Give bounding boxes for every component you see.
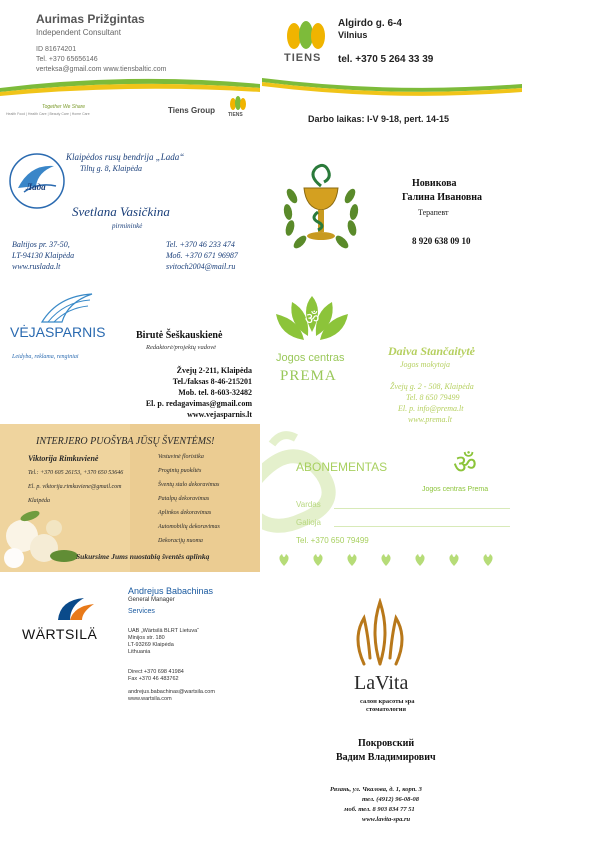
tagline: Leidyba, reklama, renginiai — [12, 354, 79, 360]
given-names: Галина Ивановна — [402, 192, 483, 203]
city: Vilnius — [338, 30, 368, 40]
website: www.ruslada.lt — [12, 262, 61, 271]
surname: Покровский — [358, 738, 415, 749]
business-card-tiens-office — [262, 0, 522, 140]
contact-line: моб. тел. 8 903 834 77 51 — [344, 806, 415, 813]
tiens-leaf-icon — [228, 96, 248, 112]
phone: tel. +370 5 264 33 39 — [338, 54, 434, 65]
heading: INTERJERO PUOŠYBA JŪSŲ ŠVENTĖMS! — [36, 436, 215, 447]
subtitle-dental: стоматология — [366, 706, 406, 713]
lotus-row-icon — [272, 552, 512, 568]
address-line: Minijos str. 180 — [128, 635, 165, 641]
person-name: Svetlana Vasičkina — [72, 204, 170, 219]
website: www.wartsila.com — [128, 696, 172, 702]
green-yellow-swoosh — [262, 70, 522, 100]
service-item: Šventų stalo dekoravimas — [158, 482, 220, 488]
tiens-leaf-logo-icon — [284, 20, 328, 52]
slogan: Together We Share — [42, 104, 86, 110]
email: svitoch2004@mail.ru — [166, 262, 236, 271]
person-name: Birutė Šeškauskienė — [136, 330, 223, 341]
business-card-novikova — [262, 142, 522, 282]
om-icon — [446, 448, 484, 478]
postal-address: LT-94130 Klaipėda — [12, 251, 75, 260]
brand-logo-text: TIENS — [284, 52, 322, 64]
email: andrejus.babachinas@wartsila.com — [128, 689, 215, 695]
center-name: Jogos centras — [276, 352, 345, 364]
business-card-abonementas — [262, 424, 522, 572]
brand-name: WÄRTSILÄ — [22, 626, 98, 642]
contact-line: Tel./faksas 8-46-215201 — [172, 377, 252, 386]
product-tags: Health Food | Health Care | Beauty Care | Home Care — [6, 112, 90, 116]
business-card-prema — [262, 284, 522, 424]
center-brand: PREMA — [280, 368, 337, 384]
contact-line: www.prema.lt — [408, 415, 453, 424]
name-line — [334, 508, 510, 509]
address-line: LT-93269 Klaipėda — [128, 642, 174, 648]
service-item: Dekoracijų nuoma — [158, 538, 203, 544]
service-item: Patalpų dekoravimas — [158, 496, 210, 502]
card-email-web: verteksa@gmail.com www.tiensbaltic.com — [36, 66, 167, 73]
wartsila-swoosh-logo-icon — [54, 594, 98, 624]
contact-line: Mob. tel. 8-603-32482 — [178, 388, 252, 397]
department: Services — [128, 608, 155, 615]
group-name: Tiens Group — [168, 106, 215, 115]
email: El. p. viktorija.rimkuviene@gmail.com — [28, 484, 122, 490]
person-role: Jogos mokytoja — [400, 360, 450, 369]
card-phone: Tel. +370 65656146 — [36, 56, 98, 63]
phone: Tel. +370 650 79499 — [296, 536, 369, 545]
brand-name: Jogos centras Prema — [422, 486, 489, 493]
business-card-lada — [0, 142, 260, 282]
card-id: ID 81674201 — [36, 46, 77, 53]
flame-logo-icon — [350, 598, 410, 668]
business-card-interior-decoration — [0, 424, 260, 572]
brand-small: TIENS — [228, 112, 243, 118]
contact-line: Рязань, ул. Чкалова, д. 1, корп. 3 — [330, 786, 422, 793]
contact-line: Žvejų g. 2 - 508, Klaipėda — [390, 382, 474, 391]
address-line: Lithuania — [128, 649, 151, 655]
wing-logo-icon — [38, 292, 94, 326]
given-names: Вадим Владимирович — [336, 752, 436, 763]
person-role: General Manager — [128, 597, 175, 603]
business-card-tiens-consultant — [0, 0, 260, 140]
card-name: Aurimas Prižgintas — [36, 12, 145, 26]
address-line: UAB „Wärtsilä BLRT Lietuva“ — [128, 628, 200, 634]
organization-address: Tiltų g. 8, Klaipėda — [80, 164, 143, 173]
city: Klaipėda — [28, 498, 50, 504]
contact-line: тел. (4912) 96-08-08 — [362, 796, 420, 803]
direct-phone: Direct +370 698 41984 — [128, 669, 184, 675]
field-label-name: Vardas — [296, 500, 321, 509]
contact-line: El. p. info@prema.lt — [398, 404, 464, 413]
business-card-lavita — [262, 578, 522, 842]
person-role: pirmininkė — [112, 222, 143, 230]
service-item: Vestuvinė floristika — [158, 454, 204, 460]
person-name: Andrejus Babachinas — [128, 586, 214, 596]
role: Терапевт — [418, 208, 449, 217]
mobile: Моб. +370 671 96987 — [166, 251, 238, 260]
green-yellow-swoosh — [0, 70, 260, 100]
card-title: ABONEMENTAS — [296, 460, 388, 474]
business-card-wartsila — [0, 578, 260, 718]
contact-line: El. p. redagavimas@gmail.com — [145, 399, 252, 408]
business-card-vejasparnis — [0, 284, 260, 424]
field-label-valid: Galioja — [296, 518, 321, 527]
medical-bowl-snake-icon — [280, 156, 362, 256]
service-item: Proginių puokštės — [158, 468, 202, 474]
person-name: Daiva Stančaitytė — [388, 344, 475, 358]
contact-line: www.vejasparnis.lt — [187, 410, 252, 419]
telephone: Tel. +370 46 233 474 — [166, 240, 235, 249]
fax: Fax +370 46 483762 — [128, 676, 179, 682]
subtitle-spa: салон красоты spa — [360, 698, 415, 705]
person-role: Redaktorė/projektų vadovė — [146, 344, 216, 351]
contact-line: www.lavita-spa.ru — [362, 816, 411, 823]
lada-bird-logo-icon — [8, 152, 66, 210]
person-name: Viktorija Rimkuvienė — [28, 454, 99, 463]
service-item: Aplinkos dekoravimas — [158, 510, 212, 516]
organization-name: Klaipėdos rusų bendrija „Lada“ — [66, 152, 185, 162]
working-hours: Darbo laikas: I-V 9-18, pert. 14-15 — [308, 114, 450, 124]
logo-word: Лада — [26, 182, 46, 192]
phone: 8 920 638 09 10 — [412, 236, 471, 246]
service-item: Automobilių dekoravimas — [158, 524, 220, 530]
om-watermark-image — [262, 424, 522, 572]
phone: Tel.: +370 605 26153, +370 650 53646 — [28, 470, 124, 476]
valid-line — [334, 526, 510, 527]
brand-name: VĖJASPARNIS — [10, 324, 106, 340]
svg-text:ॐ: ॐ — [453, 450, 477, 478]
surname: Новикова — [412, 178, 457, 189]
street-address: Baltijos pr. 37-50, — [12, 240, 70, 249]
card-title: Independent Consultant — [36, 28, 121, 37]
footer-slogan: Sukursime Jums nuostabią šventės aplinką — [76, 552, 210, 561]
contact-line: Tel. 8 650 79499 — [406, 393, 460, 402]
lotus-om-logo-icon — [272, 292, 352, 348]
svg-text:ॐ: ॐ — [304, 309, 320, 328]
address-line: Algirdo g. 6-4 — [338, 18, 402, 29]
contact-line: Žvejų 2-211, Klaipėda — [176, 366, 252, 375]
brand-name: LaVita — [354, 672, 409, 694]
